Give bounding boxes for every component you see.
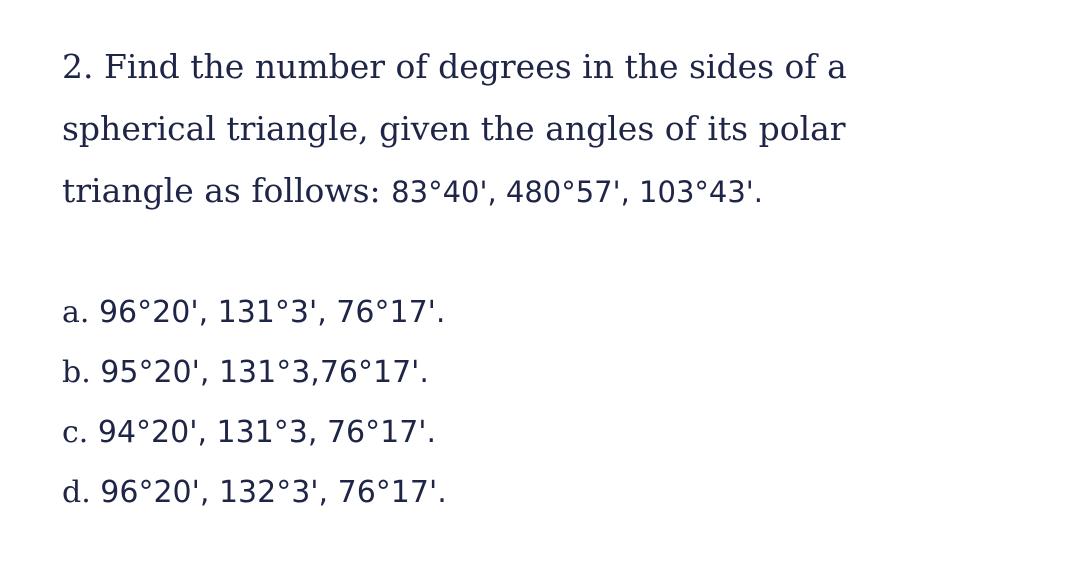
choice-a[interactable] xyxy=(62,283,447,343)
answer-choices xyxy=(62,283,447,523)
question-line-1: 2. Find the number of degrees in the sides of a xyxy=(62,47,847,86)
polar-angles-values: 83°40', 480°57', 103°43'. xyxy=(391,175,763,209)
choice-b[interactable] xyxy=(62,343,447,403)
question-text xyxy=(62,36,962,223)
question-line-3-text: triangle as follows: xyxy=(62,171,392,210)
choice-a-value: 96°20', 131°3', 76°17'. xyxy=(98,295,446,330)
choice-b-value: 95°20', 131°3,76°17'. xyxy=(100,355,429,390)
choice-c[interactable] xyxy=(62,403,447,463)
question-line-3 xyxy=(62,160,962,223)
choice-d-value: 96°20', 132°3', 76°17'. xyxy=(100,475,447,510)
choice-d[interactable] xyxy=(62,463,447,523)
choice-d-letter: d. xyxy=(62,475,101,510)
question-line-2: spherical triangle, given the angles of its polar xyxy=(62,109,846,148)
choice-b-letter: b. xyxy=(62,355,101,390)
choice-a-letter: a. xyxy=(62,295,99,330)
choice-c-value: 94°20', 131°3, 76°17'. xyxy=(97,415,437,450)
choice-c-letter: c. xyxy=(62,415,98,450)
